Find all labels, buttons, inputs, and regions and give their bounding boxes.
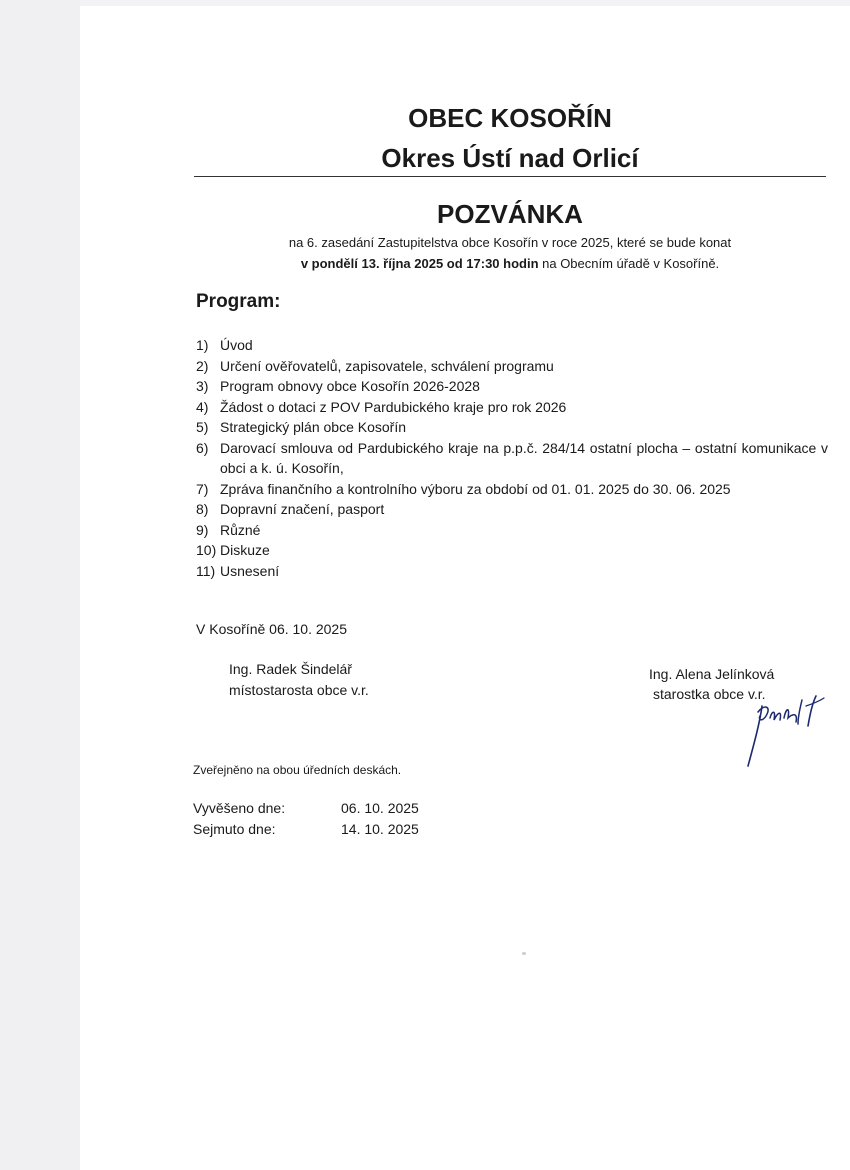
removed-date: 14. 10. 2025 <box>341 821 419 837</box>
agenda-item-text: Dopravní značení, pasport <box>220 501 385 517</box>
agenda-item-number: 4) <box>196 398 209 415</box>
agenda-item-text: Usnesení <box>220 562 280 579</box>
deputy-mayor-name: Ing. Radek Šindelář <box>229 661 352 677</box>
removed-label: Sejmuto dne: <box>193 821 276 837</box>
header-divider <box>194 176 826 177</box>
agenda-item-text: Zpráva finančního a kontrolního výboru za období od 01. 01. 2025 do 30. 06. 2025 <box>220 480 731 497</box>
agenda-item <box>196 376 828 397</box>
agenda-item-text: Program obnovy obce Kosořín 2026-2028 <box>220 378 480 394</box>
publication-note: Zveřejněno na obou úředních deskách. <box>193 763 402 777</box>
district-name: Okres Ústí nad Orlicí <box>381 143 639 173</box>
agenda-item-number: 11) <box>196 562 216 579</box>
program-heading: Program: <box>196 291 281 312</box>
agenda-item <box>196 520 828 541</box>
agenda-item-number: 3) <box>196 378 209 394</box>
agenda-item-text: Žádost o dotaci z POV Pardubického kraje pro rok 2026 <box>220 398 567 415</box>
agenda-item-text: Strategický plán obce Kosořín <box>220 419 406 435</box>
agenda-item <box>196 479 828 500</box>
mayor-role: starostka obce v.r. <box>653 686 766 702</box>
scan-speck <box>522 952 526 955</box>
agenda-item <box>196 335 828 356</box>
place-date: V Kosoříně 06. 10. 2025 <box>196 621 347 637</box>
agenda-item-text: Úvod <box>220 337 253 353</box>
posted-date: 06. 10. 2025 <box>341 800 419 816</box>
agenda-item-number: 7) <box>196 480 209 497</box>
agenda-item-number: 2) <box>196 357 209 374</box>
agenda-item <box>196 417 828 438</box>
agenda-item-number: 9) <box>196 521 209 538</box>
agenda-item-text: Darovací smlouva od Pardubického kraje na p.p.č. 284/14 ostatní plocha – ostatní komunikace v obci a k. ú. Kosořín, <box>220 439 828 476</box>
handwritten-signature <box>740 692 830 770</box>
scan-margin <box>0 0 80 1170</box>
agenda-item <box>196 438 828 479</box>
meeting-location: na Obecním úřadě v Kosoříně. <box>538 256 720 271</box>
agenda-item-number: 5) <box>196 419 209 435</box>
intro-line-1: na 6. zasedání Zastupitelstva obce Kosořín v roce 2025, které se bude konat <box>288 235 732 250</box>
agenda-item <box>196 356 828 377</box>
agenda-item-number: 6) <box>196 439 209 456</box>
agenda-item <box>196 540 828 561</box>
posted-label: Vyvěšeno dne: <box>193 800 286 816</box>
document-title: POZVÁNKA <box>437 199 583 229</box>
agenda-item-text: Diskuze <box>220 542 270 558</box>
meeting-datetime: v pondělí 13. října 2025 od 17:30 hodin <box>300 256 539 271</box>
agenda-item-number: 10) <box>196 542 217 558</box>
scan-margin-top <box>80 0 850 6</box>
agenda-item <box>196 499 828 520</box>
agenda-item-number: 1) <box>196 337 209 353</box>
mayor-name: Ing. Alena Jelínková <box>649 666 775 682</box>
agenda-item-text: Určení ověřovatelů, zapisovatele, schválení programu <box>220 357 554 374</box>
municipality-name: OBEC KOSOŘÍN <box>408 103 612 133</box>
intro-line-2 <box>194 256 826 271</box>
deputy-mayor-role: místostarosta obce v.r. <box>229 682 369 698</box>
agenda-item-text: Různé <box>220 521 261 538</box>
agenda-list <box>196 335 828 581</box>
agenda-item <box>196 561 828 582</box>
agenda-item <box>196 397 828 418</box>
agenda-item-number: 8) <box>196 501 209 517</box>
